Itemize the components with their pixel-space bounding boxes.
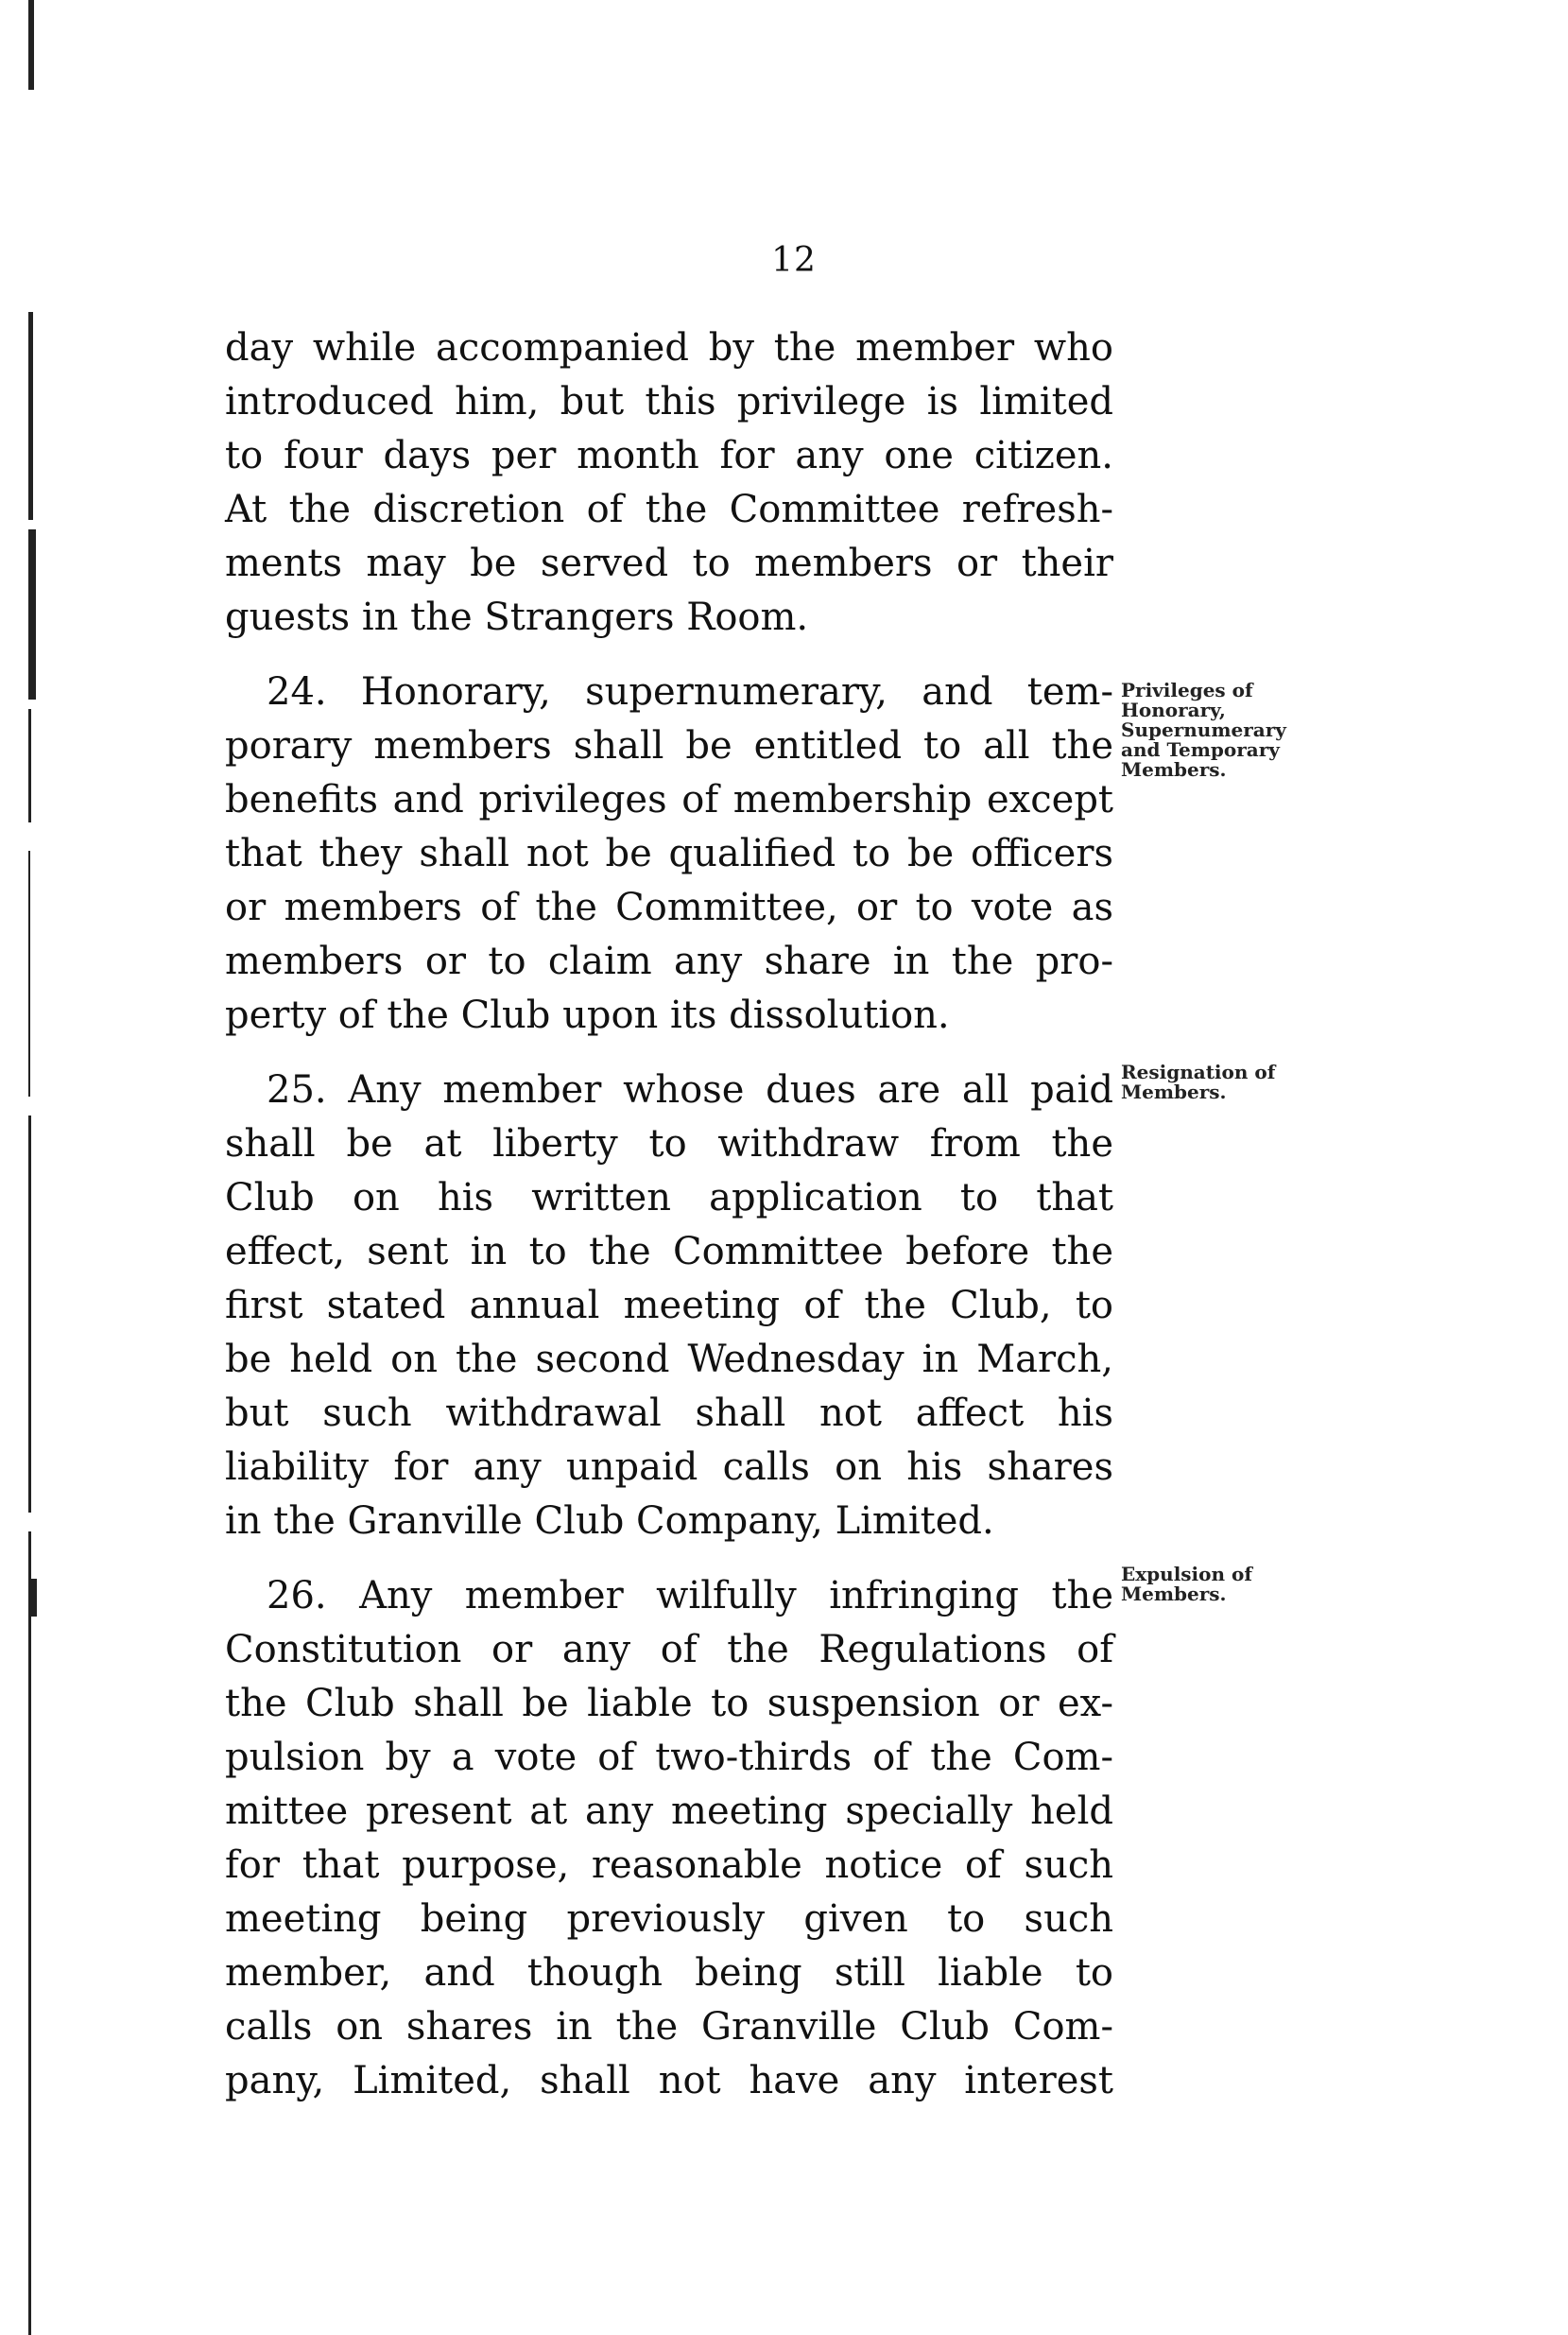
- text-line: introduced him, but this privilege is limited: [225, 380, 1113, 424]
- sidenote-expulsion: Expulsion of Members.: [1121, 1563, 1252, 1605]
- binding-edge: [28, 0, 38, 2332]
- text-line: calls on shares in the Granville Club Com-: [225, 2005, 1113, 2049]
- text-line: liability for any unpaid calls on his shares: [225, 1445, 1113, 1489]
- paragraph-25: [225, 1064, 1113, 1548]
- text-line: for that purpose, reasonable notice of such: [225, 1843, 1113, 1887]
- text-line: first stated annual meeting of the Club, to: [225, 1284, 1113, 1327]
- paragraph-24: [225, 666, 1113, 1043]
- sidenote-privileges: Privileges of Honorary, Supernumerary and Temporary Members.: [1121, 679, 1286, 781]
- text-line: Club on his written application to that: [225, 1176, 1113, 1219]
- text-line: effect, sent in to the Committee before the: [225, 1230, 1113, 1273]
- text-line: ments may be served to members or their: [225, 542, 1113, 585]
- paragraph-continuation: [225, 321, 1113, 645]
- paragraph-26: [225, 1569, 1113, 2108]
- text-line: mittee present at any meeting specially held: [225, 1790, 1113, 1833]
- text-line: porary members shall be entitled to all the: [225, 724, 1113, 768]
- sidenote-resignation: Resignation of Members.: [1121, 1061, 1276, 1103]
- text-line: guests in the Strangers Room.: [225, 596, 809, 639]
- text-line: but such withdrawal shall not affect his: [225, 1392, 1113, 1435]
- text-line: that they shall not be qualified to be officers: [225, 832, 1113, 875]
- text-line: to four days per month for any one citizen.: [225, 434, 1113, 477]
- text-line: 24. Honorary, supernumerary, and tem-: [267, 670, 1113, 714]
- text-line: Constitution or any of the Regulations of: [225, 1628, 1113, 1671]
- body-text: [225, 321, 1113, 2108]
- text-line: members or to claim any share in the pro-: [225, 940, 1113, 983]
- text-line: the Club shall be liable to suspension or ex-: [225, 1682, 1113, 1725]
- text-line: shall be at liberty to withdraw from the: [225, 1122, 1113, 1166]
- text-line: pulsion by a vote of two-thirds of the Com-: [225, 1736, 1113, 1779]
- text-line: member, and though being still liable to: [225, 1951, 1113, 1995]
- text-line: be held on the second Wednesday in March,: [225, 1338, 1113, 1381]
- text-line: 26. Any member wilfully infringing the: [267, 1574, 1113, 1617]
- text-line: or members of the Committee, or to vote as: [225, 886, 1113, 929]
- text-line: At the discretion of the Committee refresh-: [225, 488, 1113, 531]
- text-line: perty of the Club upon its dissolution.: [225, 994, 950, 1037]
- text-line: day while accompanied by the member who: [225, 326, 1113, 370]
- text-line: 25. Any member whose dues are all paid: [267, 1068, 1113, 1112]
- page-number: 12: [771, 241, 817, 280]
- text-line: pany, Limited, shall not have any interest: [225, 2059, 1113, 2102]
- text-line: meeting being previously given to such: [225, 1897, 1113, 1941]
- text-line: in the Granville Club Company, Limited.: [225, 1499, 994, 1543]
- text-line: benefits and privileges of membership except: [225, 778, 1113, 822]
